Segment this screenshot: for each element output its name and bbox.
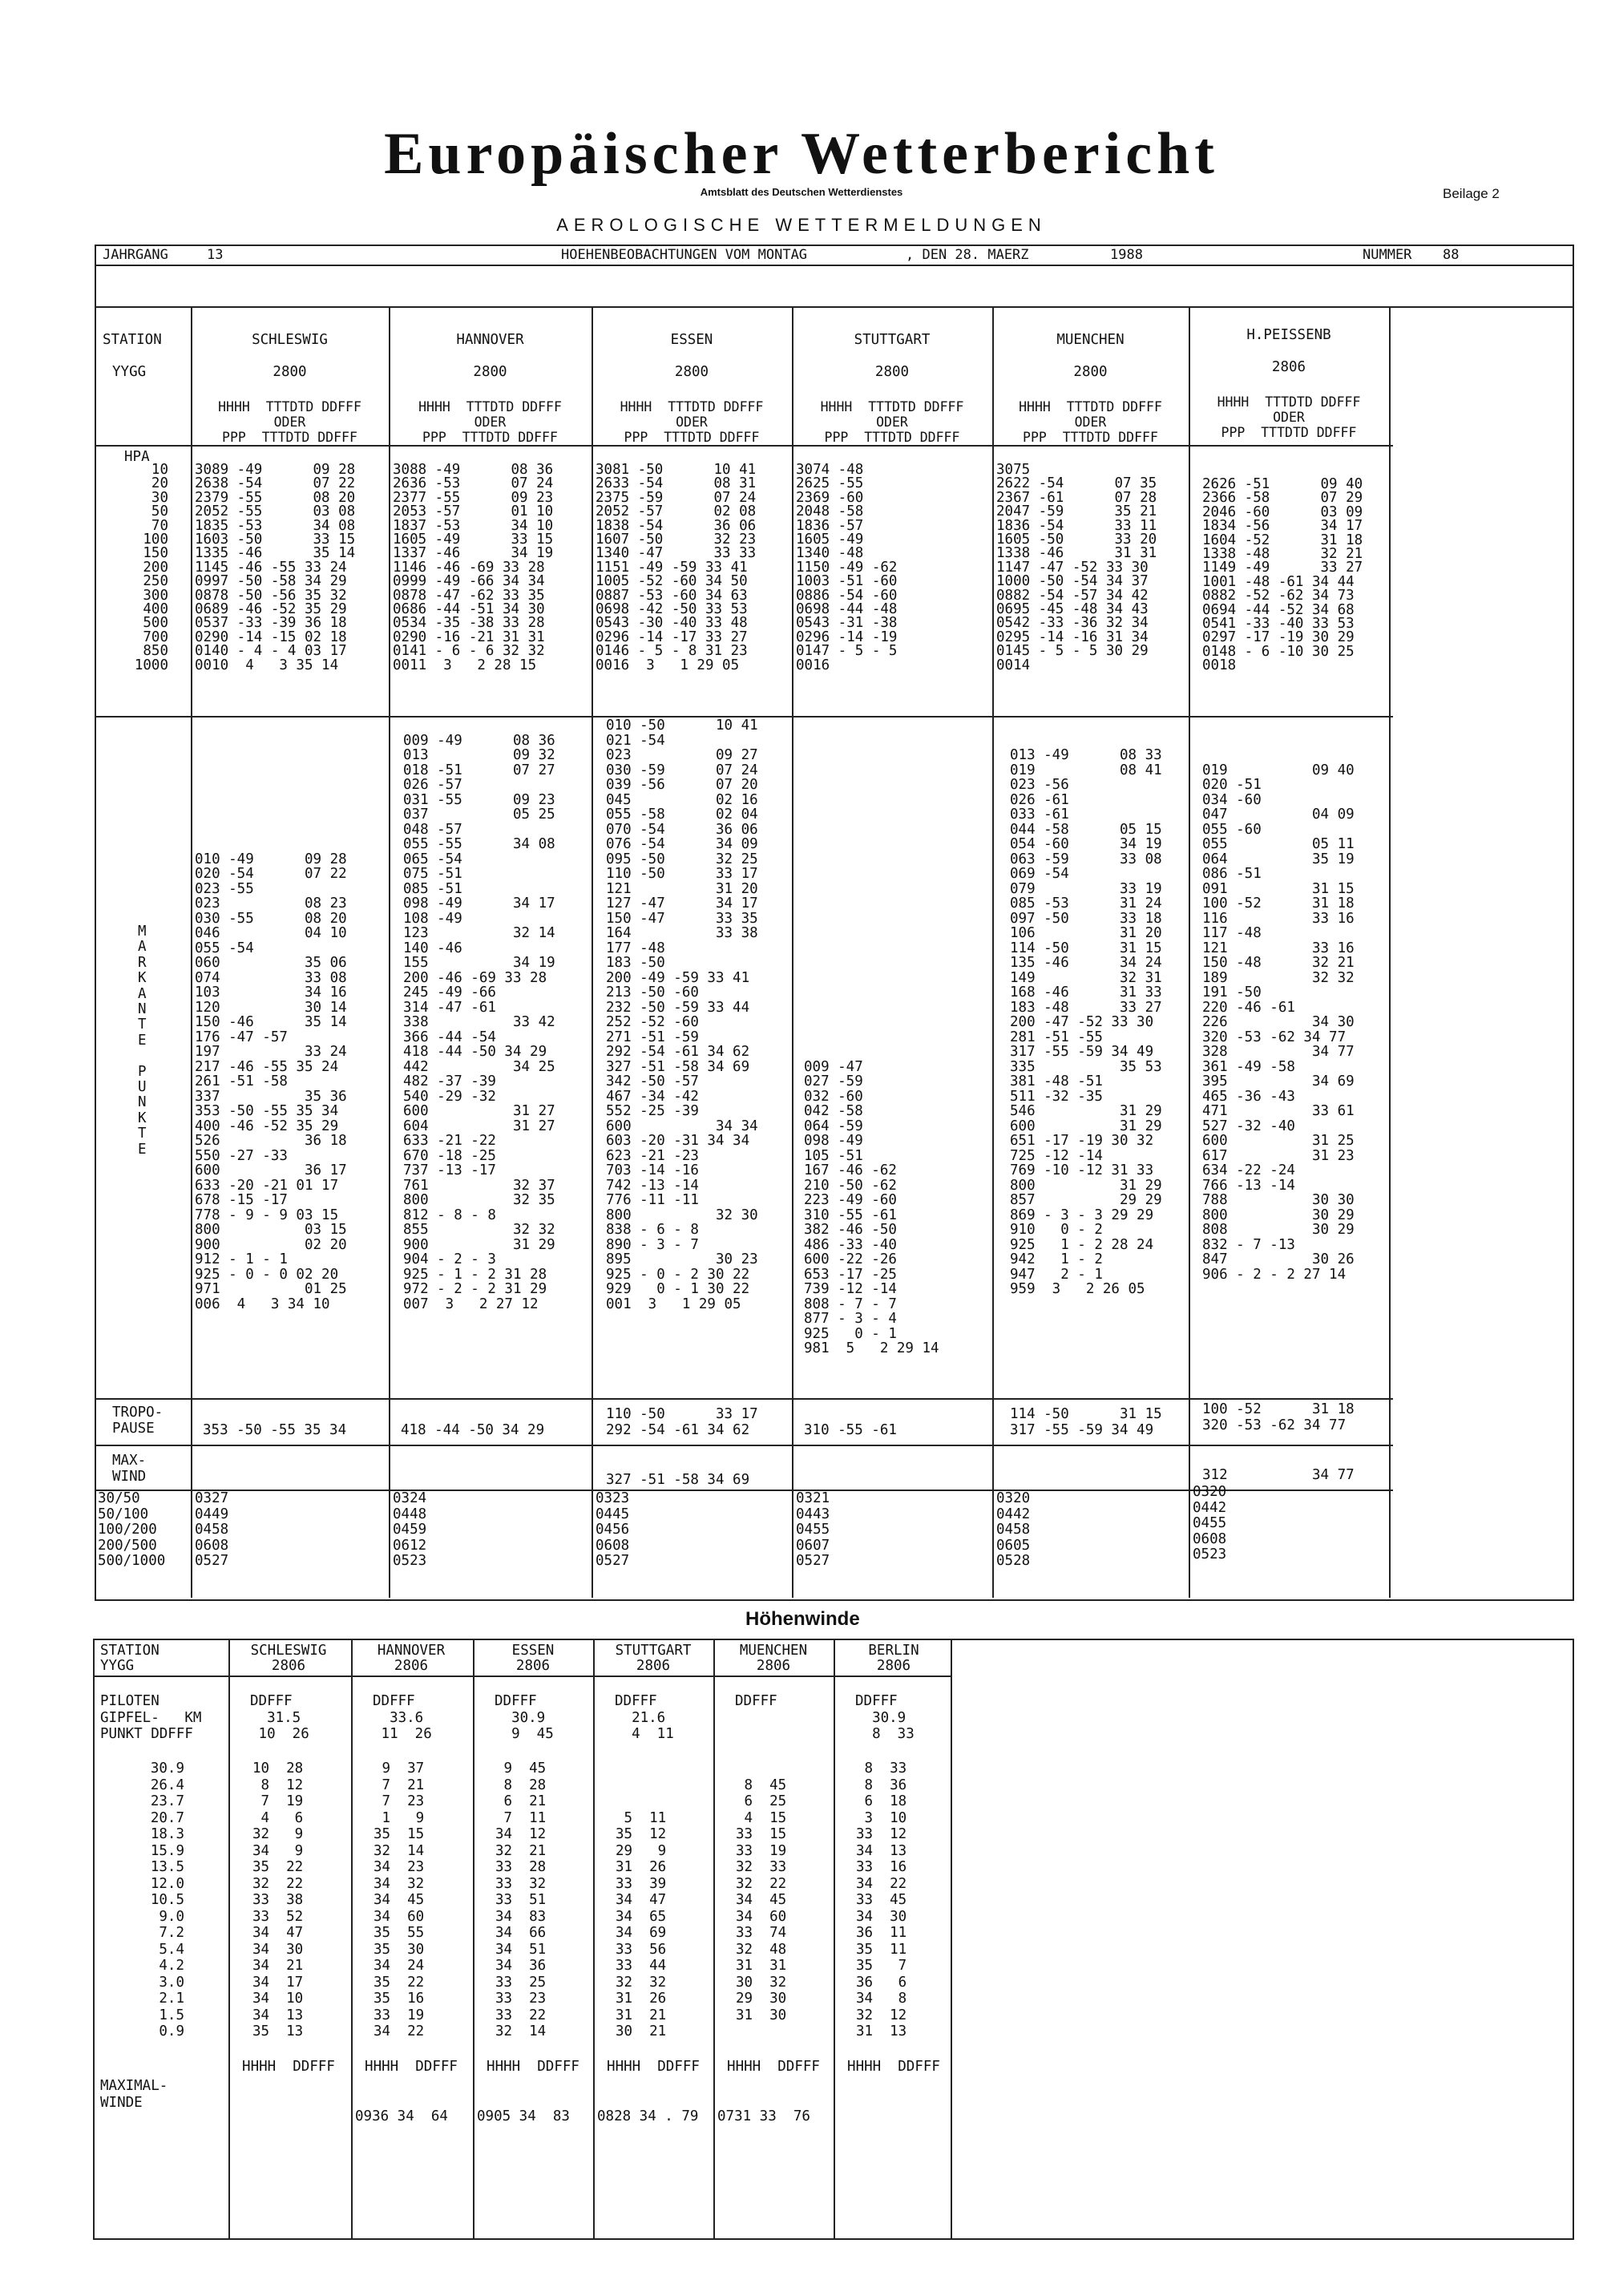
std-peissenberg: 2626 -51 09 40 2366 -58 07 29 2046 -60 03 09 1834 -56 34 17 1604 -52 31 18 1338 -48 32 21 1149 -49 33 27 1001 -48 -61 34 44 0882 -52 -62 34 73 0694 -44 -52 34 68 0541 -33 -40 33 53 0297 -17 -19 30 29 0148 - 6 -10 30 25 0018: [1202, 476, 1363, 674]
layer-labels: 30/50 50/100 100/200 200/500 500/1000: [98, 1490, 166, 1569]
layer-muenchen: 0320 0442 0458 0605 0528: [996, 1490, 1031, 1569]
hw-station-yygg: 2806: [394, 1658, 429, 1674]
hw-station-yygg: 2806: [756, 1658, 791, 1674]
column-head-ppp: PPP TTTDTD DDFFF: [422, 430, 558, 445]
pilot-berlin: DDFFF 30.9 8 33: [855, 1693, 915, 1742]
column-head-or: ODER: [1074, 414, 1107, 430]
station-yygg: 2806: [1271, 359, 1306, 375]
tropopause-label: TROPO- PAUSE: [112, 1405, 164, 1437]
pilot-stuttgart: DDFFF 21.6 4 11: [615, 1693, 674, 1742]
maxwind2-essen: 0905 34 83: [477, 2108, 570, 2124]
column-head-or: ODER: [876, 414, 908, 430]
hw-station-name: SCHLESWIG: [250, 1643, 327, 1659]
winds-essen: 9 45 8 28 6 21 7 11 34 12 32 21 33 28 33 32 33 51 34 83 34 66 34 51 34 36 33 25 33 23 33 22 32 14: [495, 1760, 547, 2039]
std-schleswig: 3089 -49 09 28 2638 -54 07 22 2379 -55 08 20 2052 -55 03 08 1835 -53 34 08 1603 -50 33 15 1335 -46 35 14 1145 -46 -55 33 24 0997 -50 -58 34 29 0878 -50 -56 35 32 0689 -46 -52 35 29 0537 -33 -39 36 18 0290 -14 -15 02 18 0140 - 4 - 4 03 17 0010 4 3 35 14: [195, 462, 356, 673]
maxwind-essen: 327 -51 -58 34 69: [606, 1472, 750, 1488]
hw-maxwind-head: HHHH DDFFF: [727, 2059, 820, 2075]
yygg-label: YYGG: [112, 364, 147, 380]
winds-berlin: 8 33 8 36 6 18 3 10 33 12 34 13 33 16 34 22 33 45 34 30 36 11 35 11 35 7 36 6 34 8 32 12 31 13: [856, 1760, 907, 2039]
column-head-ppp: PPP TTTDTD DDFFF: [222, 430, 357, 445]
number-label: NUMMER: [1363, 247, 1412, 263]
maxwind2-stuttgart: 0828 34 . 79: [597, 2108, 699, 2124]
station-label: STATION: [103, 332, 162, 348]
hw-station-yygg: 2806: [515, 1658, 551, 1674]
hw-maxwind-head: HHHH DDFFF: [607, 2059, 700, 2075]
layer-peissenberg: 0320 0442 0455 0608 0523: [1193, 1484, 1227, 1562]
sig-schleswig: 010 -49 09 28 020 -54 07 22 023 -55 023 08 23 030 -55 08 20 046 04 10 055 -54 060 35 06 074 33 08 103 34 16 120 30 14 150 -46 35 14 176 -47 -57 197 33 24 217 -46 -55 35 24 261 -51 -58 337 35 36 353 -50 -55 35 34 400 -46 -52 35 29 526 36 18 550 -27 -33 600 36 17 633 -20 -21 01 17 678 -15 -17 778 - 9 - 9 03 15 800 03 15 900 02 20 912 - 1 - 1 925 - 0 - 0 02 20 971 01 25 006 4 3 34 10: [195, 851, 347, 1312]
column-head: HHHH TTTDTD DDFFF: [1217, 394, 1361, 410]
tropo-peissenberg: 100 -52 31 18 320 -53 -62 34 77: [1202, 1401, 1355, 1433]
hw-station-name: BERLIN: [868, 1643, 919, 1659]
winds-schleswig: 10 28 8 12 7 19 4 6 32 9 34 9 35 22 32 22 33 38 33 52 34 47 34 30 34 21 34 17 34 10 34 13 35 13: [252, 1760, 304, 2039]
hw-station-yygg: 2806: [636, 1658, 671, 1674]
layer-schleswig: 0327 0449 0458 0608 0527: [195, 1490, 229, 1569]
std-hannover: 3088 -49 08 36 2636 -53 07 24 2377 -55 09 23 2053 -57 01 10 1837 -53 34 10 1605 -49 33 15 1337 -46 34 19 1146 -46 -69 33 28 0999 -49 -66 34 34 0878 -47 -62 33 35 0686 -44 -51 34 30 0534 -35 -38 33 28 0290 -16 -21 31 31 0141 - 6 - 6 32 32 0011 3 2 28 15: [393, 462, 554, 673]
station-name: HANNOVER: [456, 332, 524, 348]
station-name: ESSEN: [670, 332, 713, 348]
layer-stuttgart: 0321 0443 0455 0607 0527: [796, 1490, 830, 1569]
pilot-schleswig: DDFFF 31.5 10 26: [250, 1693, 309, 1742]
supplement-label: Beilage 2: [1443, 186, 1500, 201]
column-head: HHHH TTTDTD DDFFF: [1019, 399, 1162, 414]
hpa-label: HPA: [124, 449, 150, 465]
station-name: H.PEISSENB: [1246, 327, 1331, 343]
station-yygg: 2800: [674, 364, 709, 380]
hw-station-label: STATION: [100, 1643, 159, 1659]
column-head-or: ODER: [474, 414, 507, 430]
date: , DEN 28. MAERZ: [906, 247, 1029, 263]
pressure-levels: 10 20 30 50 70 100 150 200 250 300 400 500 700 850 1000: [134, 462, 168, 673]
pilot-label: PILOTEN GIPFEL- KM PUNKT DDFFF: [100, 1693, 202, 1742]
max-wind-label: MAXIMAL- WINDE: [100, 2078, 168, 2111]
sig-essen: 010 -50 10 41 021 -54 023 09 27 030 -59 07 24 039 -56 07 20 045 02 16 055 -58 02 04 070 -54 36 06 076 -54 34 09 095 -50 32 25 110 -50 33 17 121 31 20 127 -47 34 17 150 -47 33 35 164 33 38 177 -48 183 -50 200 -49 -59 33 41 213 -50 -60 232 -50 -59 33 44 252 -52 -60 271 -51 -59 292 -54 -61 34 62 327 -51 -58 34 69 342 -50 -57 467 -34 -42 552 -25 -39 600 34 34 603 -20 -31 34 34 623 -21 -23 703 -14 -16 742 -13 -14 776 -11 -11 800 32 30 838 - 6 - 8 890 - 3 - 7 895 30 23 925 - 0 - 2 30 22 929 0 - 1 30 22 001 3 1 29 05: [606, 718, 758, 1312]
number: 88: [1443, 247, 1460, 263]
hw-station-yygg: 2806: [876, 1658, 911, 1674]
hw-station-name: STUTTGART: [615, 1643, 692, 1659]
tropo-hannover: 418 -44 -50 34 29: [401, 1422, 545, 1438]
maxwind2-hannover: 0936 34 64: [355, 2108, 448, 2124]
sig-peissenberg: 019 09 40 020 -51 034 -60 047 04 09 055 -60 055 05 11 064 35 19 086 -51 091 31 15 100 -52 31 18 116 33 16 117 -48 121 33 16 150 -48 32 21 189 32 32 191 -50 220 -46 -61 226 34 30 320 -53 -62 34 77 328 34 77 361 -49 -58 395 34 69 465 -36 -43 471 33 61 527 -32 -40 600 31 25 617 31 23 634 -22 -24 766 -13 -14 788 30 30 800 30 29 808 30 29 832 - 7 -13 847 30 26 906 - 2 - 2 27 14: [1202, 762, 1355, 1283]
column-head: HHHH TTTDTD DDFFF: [620, 399, 764, 414]
hw-maxwind-head: HHHH DDFFF: [242, 2059, 335, 2075]
column-head-or: ODER: [273, 414, 306, 430]
tropo-schleswig: 353 -50 -55 35 34: [203, 1422, 347, 1438]
std-muenchen: 3075 2622 -54 07 35 2367 -61 07 28 2047 -59 35 21 1836 -54 33 11 1605 -50 33 20 1338 -46 31 31 1147 -47 -52 33 30 1000 -50 -54 34 37 0882 -54 -57 34 42 0695 -45 -48 34 43 0542 -33 -36 32 34 0295 -14 -16 31 34 0145 - 5 - 5 30 29 0014: [996, 462, 1157, 673]
column-head-or: ODER: [676, 414, 708, 430]
station-name: SCHLESWIG: [252, 332, 328, 348]
maxwind2-muenchen: 0731 33 76: [717, 2108, 810, 2124]
subtitle: Amtsblatt des Deutschen Wetterdienstes: [700, 186, 903, 198]
hw-maxwind-head: HHHH DDFFF: [365, 2059, 458, 2075]
hw-maxwind-head: HHHH DDFFF: [847, 2059, 940, 2075]
tropo-stuttgart: 310 -55 -61: [804, 1422, 897, 1438]
station-yygg: 2800: [273, 364, 307, 380]
significant-points-label: M A R K A N T E P U N K T E: [138, 924, 147, 1158]
winds-muenchen: 8 45 6 25 4 15 33 15 33 19 32 33 32 22 34 45 34 60 33 74 32 48 31 31 30 32 29 30 31 30: [736, 1777, 787, 2023]
pilot-essen: DDFFF 30.9 9 45: [495, 1693, 554, 1742]
layer-hannover: 0324 0448 0459 0612 0523: [393, 1490, 427, 1569]
hw-yygg-label: YYGG: [100, 1658, 135, 1674]
hw-station-name: MUENCHEN: [739, 1643, 808, 1659]
wind-heights: 30.9 26.4 23.7 20.7 18.3 15.9 13.5 12.0 10.5 9.0 7.2 5.4 4.2 3.0 2.1 1.5 0.9: [150, 1760, 184, 2039]
std-stuttgart: 3074 -48 2625 -55 2369 -60 2048 -58 1836 -57 1605 -49 1340 -48 1150 -49 -62 1003 -51 -60 0886 -54 -60 0698 -44 -48 0543 -31 -38 0296 -14 -19 0147 - 5 - 5 0016: [796, 462, 898, 673]
station-name: STUTTGART: [854, 332, 931, 348]
column-head-ppp: PPP TTTDTD DDFFF: [624, 430, 760, 445]
sig-hannover: 009 -49 08 36 013 09 32 018 -51 07 27 026 -57 031 -55 09 23 037 05 25 048 -57 055 -55 34 08 065 -54 075 -51 085 -51 098 -49 34 17 108 -49 123 32 14 140 -46 155 34 19 200 -46 -69 33 28 245 -49 -66 314 -47 -61 338 33 42 366 -44 -54 418 -44 -50 34 29 442 34 25 482 -37 -39 540 -29 -32 600 31 27 604 31 27 633 -21 -22 670 -18 -25 737 -13 -17 761 32 37 800 32 35 812 - 8 - 8 855 32 32 900 31 29 904 - 2 - 3 925 - 1 - 2 31 28 972 - 2 - 2 31 29 007 3 2 27 12: [403, 732, 555, 1312]
column-head-ppp: PPP TTTDTD DDFFF: [1221, 425, 1357, 440]
maxwind-label: MAX- WIND: [112, 1453, 147, 1485]
winds-hannover: 9 37 7 21 7 23 1 9 35 15 32 14 34 23 34 32 34 45 34 60 35 55 35 30 34 24 35 22 35 16 33 19 34 22: [373, 1760, 425, 2039]
column-head-ppp: PPP TTTDTD DDFFF: [1023, 430, 1158, 445]
column-head: HHHH TTTDTD DDFFF: [418, 399, 562, 414]
station-name: MUENCHEN: [1056, 332, 1125, 348]
maxwind-peissenberg: 312 34 77: [1202, 1467, 1355, 1483]
tropo-muenchen: 114 -50 31 15 317 -55 -59 34 49: [1010, 1406, 1162, 1438]
station-yygg: 2800: [473, 364, 507, 380]
hw-station-yygg: 2806: [271, 1658, 306, 1674]
station-yygg: 2800: [874, 364, 910, 380]
volume-label: JAHRGANG: [103, 247, 168, 263]
std-essen: 3081 -50 10 41 2633 -54 08 31 2375 -59 07 24 2052 -57 02 08 1838 -54 36 06 1607 -50 32 23 1340 -47 33 33 1151 -49 -59 33 41 1005 -52 -60 34 50 0887 -53 -60 34 63 0698 -42 -50 33 53 0543 -30 -40 33 48 0296 -14 -17 33 27 0146 - 5 - 8 31 23 0016 3 1 29 05: [596, 462, 757, 673]
hw-station-name: ESSEN: [511, 1643, 555, 1659]
sig-stuttgart: 009 -47 027 -59 032 -60 042 -58 064 -59 098 -49 105 -51 167 -46 -62 210 -50 -62 223 -49 -60 310 -55 -61 382 -46 -50 486 -33 -40 600 -22 -26 653 -17 -25 739 -12 -14 808 - 7 - 7 877 - 3 - 4 925 0 - 1 981 5 2 29 14: [804, 1058, 939, 1356]
tropo-essen: 110 -50 33 17 292 -54 -61 34 62: [606, 1406, 758, 1438]
layer-essen: 0323 0445 0456 0608 0527: [596, 1490, 630, 1569]
page-title: Europäischer Wetterbericht: [384, 121, 1219, 187]
hw-maxwind-head: HHHH DDFFF: [487, 2059, 579, 2075]
column-head: HHHH TTTDTD DDFFF: [820, 399, 964, 414]
sig-muenchen: 013 -49 08 33 019 08 41 023 -56 026 -61 033 -61 044 -58 05 15 054 -60 34 19 063 -59 33 08 069 -54 079 33 19 085 -53 31 24 097 -50 33 18 106 31 20 114 -50 31 15 135 -46 34 24 149 32 31 168 -46 31 33 183 -48 33 27 200 -47 -52 33 30 281 -51 -55 317 -55 -59 34 49 335 35 53 381 -48 -51 511 -32 -35 546 31 29 600 31 29 651 -17 -19 30 32 725 -12 -14 769 -10 -12 31 33 800 31 29 857 29 29 869 - 3 - 3 29 29 910 0 - 2 925 1 - 2 28 24 942 1 - 2 947 2 - 1 959 3 2 26 05: [1010, 747, 1162, 1297]
year: 1988: [1110, 247, 1143, 263]
station-yygg: 2800: [1073, 364, 1108, 380]
pilot-hannover: DDFFF 33.6 11 26: [373, 1693, 432, 1742]
section-title: AEROLOGISCHE WETTERMELDUNGEN: [556, 215, 1047, 235]
observation-label: HOEHENBEOBACHTUNGEN VOM MONTAG: [561, 247, 808, 263]
pilot-muenchen: DDFFF: [735, 1693, 777, 1709]
column-head-ppp: PPP TTTDTD DDFFF: [824, 430, 960, 445]
column-head-or: ODER: [1273, 410, 1305, 425]
volume: 13: [207, 247, 224, 263]
hw-station-name: HANNOVER: [377, 1643, 446, 1659]
winds-stuttgart: 5 11 35 12 29 9 31 26 33 39 34 47 34 65 34 69 33 56 33 44 32 32 31 26 31 21 30 21: [616, 1809, 667, 2039]
column-head: HHHH TTTDTD DDFFF: [218, 399, 361, 414]
upper-winds-title: Höhenwinde: [745, 1608, 860, 1630]
